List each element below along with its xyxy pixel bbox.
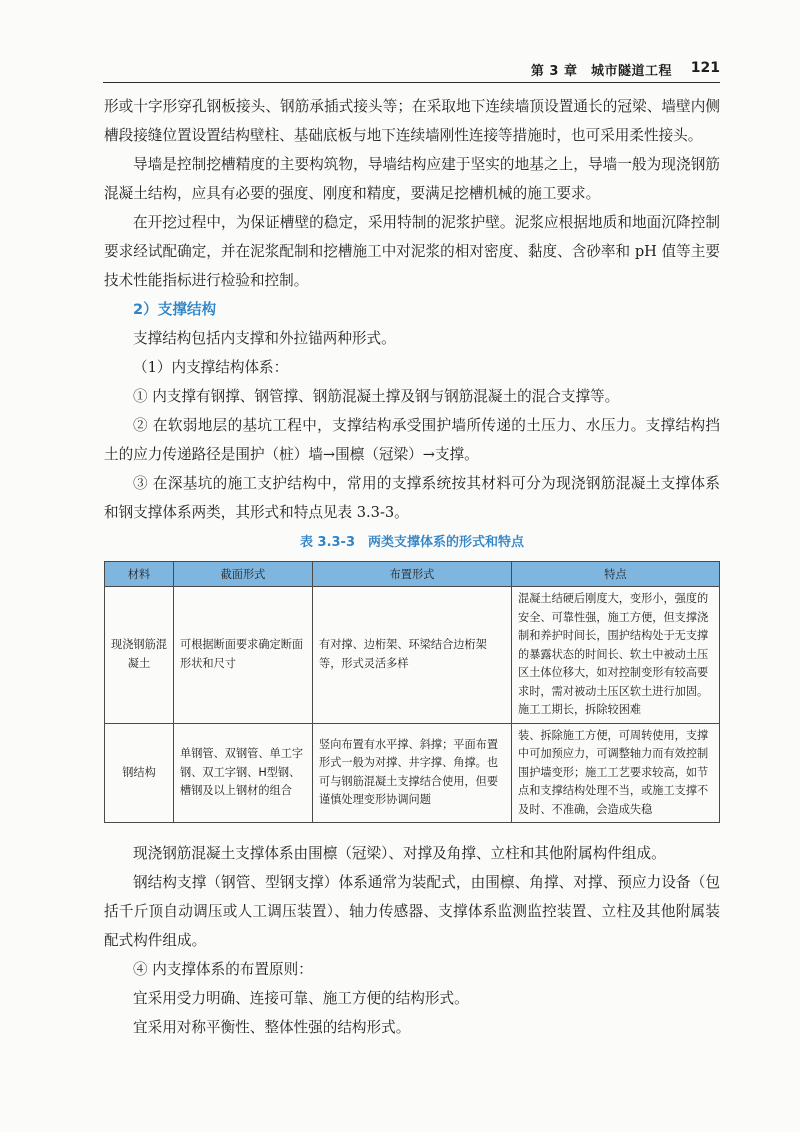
table-row [105, 723, 720, 823]
cell-features: 装、拆除施工方便，可周转使用，支撑中可加预应力，可调整轴力而有效控制围护墙变形；施工工艺要求较高，如节点和支撑结构处理不当，或施工支撑不及时、不准确，会造成失稳 [512, 723, 720, 823]
post-table-text [104, 839, 720, 1042]
section-heading: 2）支撑结构 [133, 301, 217, 318]
table-caption: 表 3.3-3 两类支撑体系的形式和特点 [300, 535, 524, 550]
paragraph: 在开挖过程中，为保证槽壁的稳定，采用特制的泥浆护壁。泥浆应根据地质和地面沉降控制要求经试配确定，并在泥浆配制和挖槽施工中对泥浆的相对密度、黏度、含砂率和 pH 值等主要技术性能指标进行检验和控制。 [104, 214, 720, 289]
header-features: 特点 [512, 562, 720, 587]
header-layout: 布置形式 [313, 562, 512, 587]
cell-material: 现浇钢筋混凝土 [105, 587, 174, 724]
cell-section: 可根据断面要求确定断面形状和尺寸 [174, 587, 313, 724]
paragraph: ③ 在深基坑的施工支护结构中，常用的支撑系统按其材料可分为现浇钢筋混凝土支撑体系和钢支撑体系两类，其形式和特点见表 3.3-3。 [104, 475, 720, 521]
cell-layout: 有对撑、边桁架、环梁结合边桁架等，形式灵活多样 [313, 587, 512, 724]
page-number: 121 [690, 60, 720, 76]
paragraph: 宜采用对称平衡性、整体性强的结构形式。 [133, 1019, 411, 1036]
cell-material: 钢结构 [105, 723, 174, 823]
page-header [103, 58, 720, 83]
paragraph: 形或十字形穿孔钢板接头、钢筋承插式接头等；在采取地下连续墙顶设置通长的冠梁、墙壁内侧槽段接缝位置设置结构壁柱、基础底板与地下连续墙刚性连接等措施时，也可采用柔性接头。 [104, 98, 720, 144]
header-material: 材料 [105, 562, 174, 587]
paragraph: ① 内支撑有钢撑、钢管撑、钢筋混凝土撑及钢与钢筋混凝土的混合支撑等。 [133, 388, 620, 405]
table-header-row [105, 562, 720, 587]
cell-features: 混凝土结硬后刚度大，变形小，强度的安全、可靠性强，施工方便，但支撑浇制和养护时间长，围护结构处于无支撑的暴露状态的时间长、软土中被动土压区土体位移大，如对控制变形有较高要求时，需对被动土压区软土进行加固。施工工期长，拆除较困难 [512, 587, 720, 724]
page-body [104, 92, 720, 1042]
paragraph: 支撑结构包括内支撑和外拉锚两种形式。 [133, 330, 396, 347]
paragraph: 导墙是控制挖槽精度的主要构筑物，导墙结构应建于坚实的地基之上，导墙一般为现浇钢筋混凝土结构，应具有必要的强度、刚度和精度，要满足挖槽机械的施工要求。 [104, 156, 720, 202]
header-section: 截面形式 [174, 562, 313, 587]
table-row [105, 587, 720, 724]
support-system-table [104, 561, 720, 823]
paragraph: ② 在软弱地层的基坑工程中，支撑结构承受围护墙所传递的土压力、水压力。支撑结构挡土的应力传递路径是围护（桩）墙→围檩（冠梁）→支撑。 [104, 417, 720, 463]
cell-section: 单钢管、双钢管、单工字钢、双工字钢、H型钢、槽钢及以上钢材的组合 [174, 723, 313, 823]
paragraph: （1）内支撑结构体系： [133, 359, 289, 376]
paragraph: 现浇钢筋混凝土支撑体系由围檩（冠梁）、对撑及角撑、立柱和其他附属构件组成。 [133, 845, 666, 862]
paragraph: 宜采用受力明确、连接可靠、施工方便的结构形式。 [133, 990, 469, 1007]
paragraph: ④ 内支撑体系的布置原则： [133, 961, 313, 978]
cell-layout: 竖向布置有水平撑、斜撑；平面布置形式一般为对撑、井字撑、角撑。也可与钢筋混凝土支撑结合使用，但要谨慎处理变形协调问题 [313, 723, 512, 823]
paragraph: 钢结构支撑（钢管、型钢支撑）体系通常为装配式，由围檩、角撑、对撑、预应力设备（包括千斤顶自动调压或人工调压装置）、轴力传感器、支撑体系监测监控装置、立柱及其他附属装配式构件组成。 [104, 874, 720, 949]
chapter-title: 第 3 章 城市隧道工程 [530, 64, 672, 79]
